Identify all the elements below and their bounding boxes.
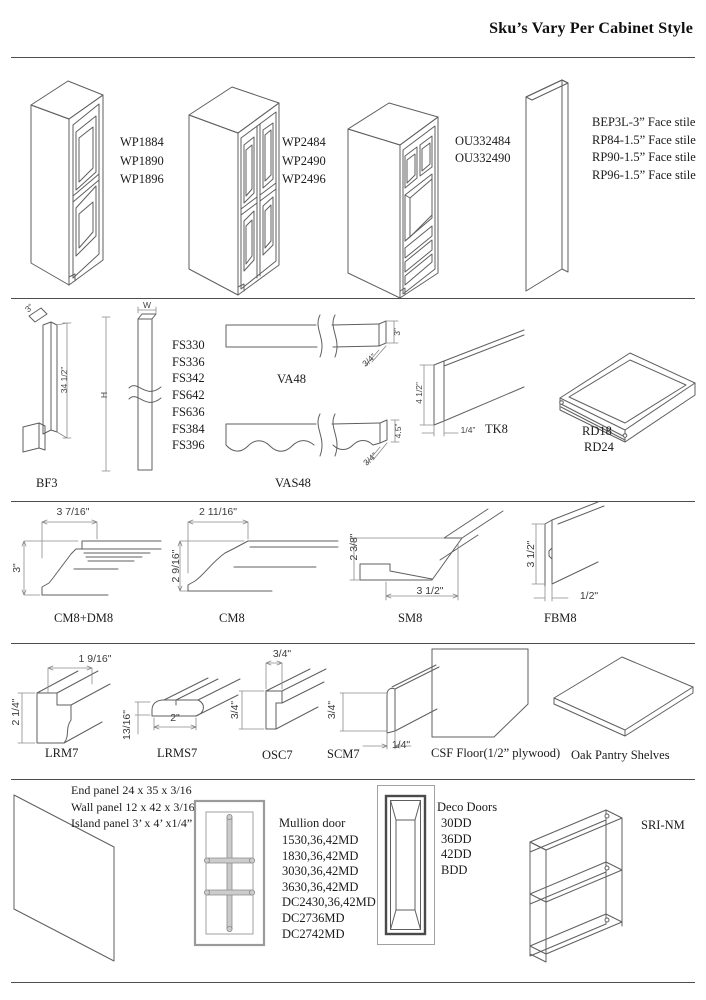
scm7-height-dim: 3/4" xyxy=(326,700,338,720)
lrm7-width-dim: 1 9/16" xyxy=(78,653,112,665)
oak-pantry-shelves-label: Oak Pantry Shelves xyxy=(571,748,670,762)
sku-label: 30DD xyxy=(441,816,472,830)
lrms7-label: LRMS7 xyxy=(157,746,198,760)
sri-nm-label: SRI-NM xyxy=(641,818,685,832)
sku-label: 42DD xyxy=(441,847,472,862)
osc7-height-dim: 3/4" xyxy=(229,700,241,720)
page-title: Sku’s Vary Per Cabinet Style xyxy=(489,20,693,37)
sku-label: DC2736MD xyxy=(282,910,345,925)
bf3-label: BF3 xyxy=(36,476,58,490)
sku-label: WP1890 xyxy=(120,153,164,168)
wp-double-sku-list xyxy=(282,133,326,189)
sku-label: WP1884 xyxy=(120,135,164,149)
fbm8-height-dim: 3 1/2" xyxy=(525,540,537,568)
lrms7-height-dim: 13/16" xyxy=(121,709,133,741)
mullion-door-drawing xyxy=(193,799,267,949)
cm8-height-dim: 2 9/16" xyxy=(170,549,182,583)
sm8-width-dim: 3 1/2" xyxy=(416,585,444,597)
sku-label: FS636 xyxy=(172,404,205,419)
sku-label: FS396 xyxy=(172,438,205,453)
oven-sku-list xyxy=(455,133,511,167)
panel-spec-line: End panel 24 x 35 x 3/16 xyxy=(71,783,192,797)
fs-height-dim: H xyxy=(99,391,109,399)
va48-valance-drawing xyxy=(220,310,405,380)
fbm8-width-dim: 1/2" xyxy=(579,590,599,602)
face-stile-sku-list xyxy=(592,114,696,184)
rd24-label: RD24 xyxy=(584,440,614,454)
mullion-door-title: Mullion door xyxy=(279,816,346,830)
lrm7-label: LRM7 xyxy=(45,746,79,760)
wp-single-sku-list xyxy=(120,133,164,189)
cm8dm8-crown-molding-profile-drawing xyxy=(12,503,162,608)
cm8dm8-label: CM8+DM8 xyxy=(54,611,114,625)
cm8-width-dim: 2 11/16" xyxy=(199,506,237,518)
double-door-pantry-cabinet-drawing xyxy=(183,80,283,298)
sku-label: FS330 xyxy=(172,338,205,352)
vas48-thickness-dim: 3/4” xyxy=(361,450,379,468)
sku-label: WP2484 xyxy=(282,135,326,149)
tk8-label: TK8 xyxy=(485,422,508,436)
fs-width-dim: W xyxy=(142,300,152,310)
sku-label: WP2490 xyxy=(282,153,326,168)
lrm7-height-dim: 2 1/4" xyxy=(10,698,22,726)
va48-height-dim: 3” xyxy=(392,328,402,336)
bf3-width-dim: 3” xyxy=(22,301,36,315)
sku-label: 1830,36,42MD xyxy=(282,848,359,863)
sku-label: OU332484 xyxy=(455,134,511,148)
tk8-height-dim: 4 1/2” xyxy=(414,382,424,404)
vas48-scalloped-valance-drawing xyxy=(220,412,405,487)
osc7-label: OSC7 xyxy=(262,748,293,762)
sku-label: RP96-1.5” Face stile xyxy=(592,167,696,182)
sm8-label: SM8 xyxy=(398,611,423,625)
deco-sku-list xyxy=(441,816,472,878)
sku-label: BEP3L-3” Face stile xyxy=(592,115,696,129)
section-divider xyxy=(11,643,695,644)
sku-label: BDD xyxy=(441,862,468,877)
sku-label: 36DD xyxy=(441,831,472,846)
sku-label: RP90-1.5” Face stile xyxy=(592,150,696,164)
mullion-sku-list xyxy=(282,833,376,942)
deco-door-drawing xyxy=(376,784,436,946)
section-divider xyxy=(11,982,695,983)
section-divider xyxy=(11,298,695,299)
deco-doors-title: Deco Doors xyxy=(437,800,498,814)
sku-label: WP2496 xyxy=(282,172,326,186)
va48-thickness-dim: 3/4” xyxy=(360,351,378,369)
panel-spec-line: Island panel 3’ x 4’ x1/4” xyxy=(71,816,193,831)
oak-pantry-shelf-drawing xyxy=(546,646,701,746)
sku-label: DC2430,36,42MD xyxy=(282,895,376,910)
bf3-height-dim: 34 1/2” xyxy=(59,366,69,394)
panel-spec-list xyxy=(71,782,195,832)
panel-spec-line: Wall panel 12 x 42 x 3/16 xyxy=(71,799,195,814)
fs-sku-list xyxy=(172,337,205,454)
rd18-label: RD18 xyxy=(582,424,612,438)
osc7-outside-corner-molding-drawing xyxy=(238,645,348,745)
lrms7-molding-drawing xyxy=(130,658,242,743)
sku-label: FS642 xyxy=(172,388,205,403)
oven-cabinet-drawing xyxy=(343,96,443,298)
fbm8-label: FBM8 xyxy=(544,611,577,625)
cm8dm8-width-dim: 3 7/16" xyxy=(56,506,90,518)
bf3-base-filler-drawing xyxy=(15,303,95,475)
vas48-label: VAS48 xyxy=(275,476,311,490)
sku-label: FS336 xyxy=(172,354,205,369)
csf-floor-label: CSF Floor(1/2” plywood) xyxy=(431,746,561,760)
fs-filler-strip-drawing xyxy=(98,303,173,478)
tk8-thickness-dim: 1/4” xyxy=(460,425,476,435)
sm8-height-dim: 2 3/8" xyxy=(348,533,360,561)
scm7-label: SCM7 xyxy=(327,747,360,761)
tk8-toe-kick-drawing xyxy=(418,323,530,438)
sku-label: 3630,36,42MD xyxy=(282,879,359,894)
vas48-height-dim: 4.5” xyxy=(393,423,403,439)
sku-label: 3030,36,42MD xyxy=(282,864,359,879)
sku-label: OU332490 xyxy=(455,151,511,165)
sm8-starter-molding-profile-drawing xyxy=(348,500,506,615)
section-divider xyxy=(11,779,695,780)
cm8-label: CM8 xyxy=(219,611,245,625)
face-stile-panel-drawing xyxy=(521,72,576,294)
section-divider xyxy=(11,57,695,58)
csf-floor-panel-drawing xyxy=(428,645,533,745)
cm8-crown-molding-profile-drawing xyxy=(168,503,340,608)
sku-label: WP1896 xyxy=(120,172,164,186)
sku-label: FS384 xyxy=(172,421,205,436)
sku-label: 1530,36,42MD xyxy=(282,833,359,847)
sku-label: DC2742MD xyxy=(282,926,345,941)
lrms7-width-dim: 2" xyxy=(170,712,180,724)
single-door-pantry-cabinet-drawing xyxy=(24,72,109,292)
sku-label: RP84-1.5” Face stile xyxy=(592,132,696,147)
scm7-width-dim: 1/4" xyxy=(391,739,411,751)
sri-nm-spice-rack-drawing xyxy=(520,786,640,971)
cm8dm8-height-dim: 3" xyxy=(11,563,23,573)
rollout-drawer-tray-drawing xyxy=(552,338,702,443)
va48-label: VA48 xyxy=(277,372,306,386)
sku-label: FS342 xyxy=(172,371,205,386)
osc7-width-dim: 3/4" xyxy=(272,648,292,660)
